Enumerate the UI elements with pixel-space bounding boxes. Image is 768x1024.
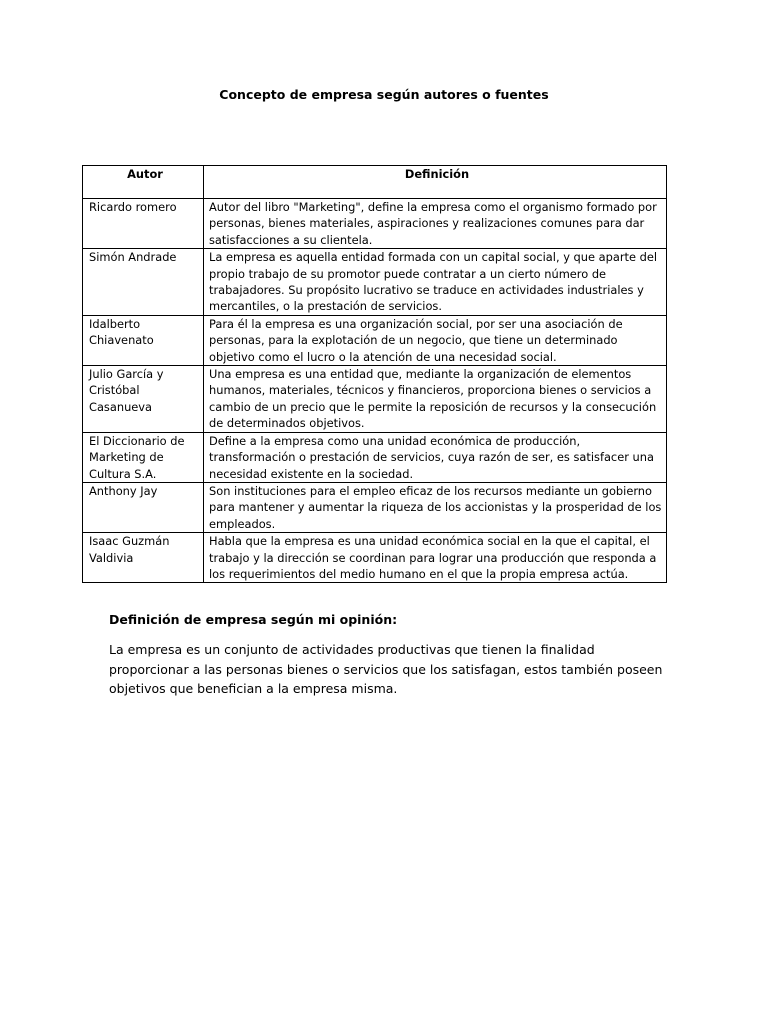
table-row <box>83 249 667 316</box>
author-cell: Isaac Guzmán Valdivia <box>83 533 204 583</box>
header-autor: Autor <box>83 166 204 199</box>
definition-cell: Habla que la empresa es una unidad económica social en la que el capital, el trabajo y la dirección se coordinan para lograr una producción que responda a los requerimientos del medio humano en el que la propia empresa actúa. <box>204 533 667 583</box>
definition-cell: Define a la empresa como una unidad económica de producción, transformación o prestación de servicios, cuya razón de ser, es satisfacer una necesidad existente en la sociedad. <box>204 432 667 482</box>
opinion-heading: Definición de empresa según mi opinión: <box>109 612 398 627</box>
table-row <box>83 482 667 532</box>
table-row <box>83 533 667 583</box>
author-cell: El Diccionario de Marketing de Cultura S.A. <box>83 432 204 482</box>
header-definicion: Definición <box>204 166 667 199</box>
author-cell: Idalberto Chiavenato <box>83 315 204 365</box>
table-row <box>83 432 667 482</box>
definition-cell: Para él la empresa es una organización social, por ser una asociación de personas, para la explotación de un negocio, que tiene un determinado objetivo como el lucro o la atención de una necesidad social. <box>204 315 667 365</box>
author-cell: Anthony Jay <box>83 482 204 532</box>
author-cell: Simón Andrade <box>83 249 204 316</box>
table-header-row <box>83 166 667 199</box>
authors-table <box>82 165 667 583</box>
definition-cell: Una empresa es una entidad que, mediante la organización de elementos humanos, materiales, técnicos y financieros, proporciona bienes o servicios a cambio de un precio que le permite la reposición de recursos y la consecución de determinados objetivos. <box>204 366 667 433</box>
definition-cell: La empresa es aquella entidad formada con un capital social, y que aparte del propio trabajo de su promotor puede contratar a un cierto número de trabajadores. Su propósito lucrativo se traduce en actividades industriales y mercantiles, o la prestación de servicios. <box>204 249 667 316</box>
table-row <box>83 199 667 249</box>
author-cell: Ricardo romero <box>83 199 204 249</box>
author-cell: Julio García y Cristóbal Casanueva <box>83 366 204 433</box>
definition-cell: Autor del libro "Marketing", define la empresa como el organismo formado por personas, bienes materiales, aspiraciones y realizaciones comunes para dar satisfacciones a su clientela. <box>204 199 667 249</box>
table-row <box>83 315 667 365</box>
page-title: Concepto de empresa según autores o fuentes <box>219 87 549 102</box>
opinion-paragraph: La empresa es un conjunto de actividades productivas que tienen la finalidad proporcionar a las personas bienes o servicios que los satisfagan, estos también poseen objetivos que benefician a la empresa misma. <box>109 642 663 696</box>
table-row <box>83 366 667 433</box>
definition-cell: Son instituciones para el empleo eficaz de los recursos mediante un gobierno para mantener y aumentar la riqueza de los accionistas y la prosperidad de los empleados. <box>204 482 667 532</box>
